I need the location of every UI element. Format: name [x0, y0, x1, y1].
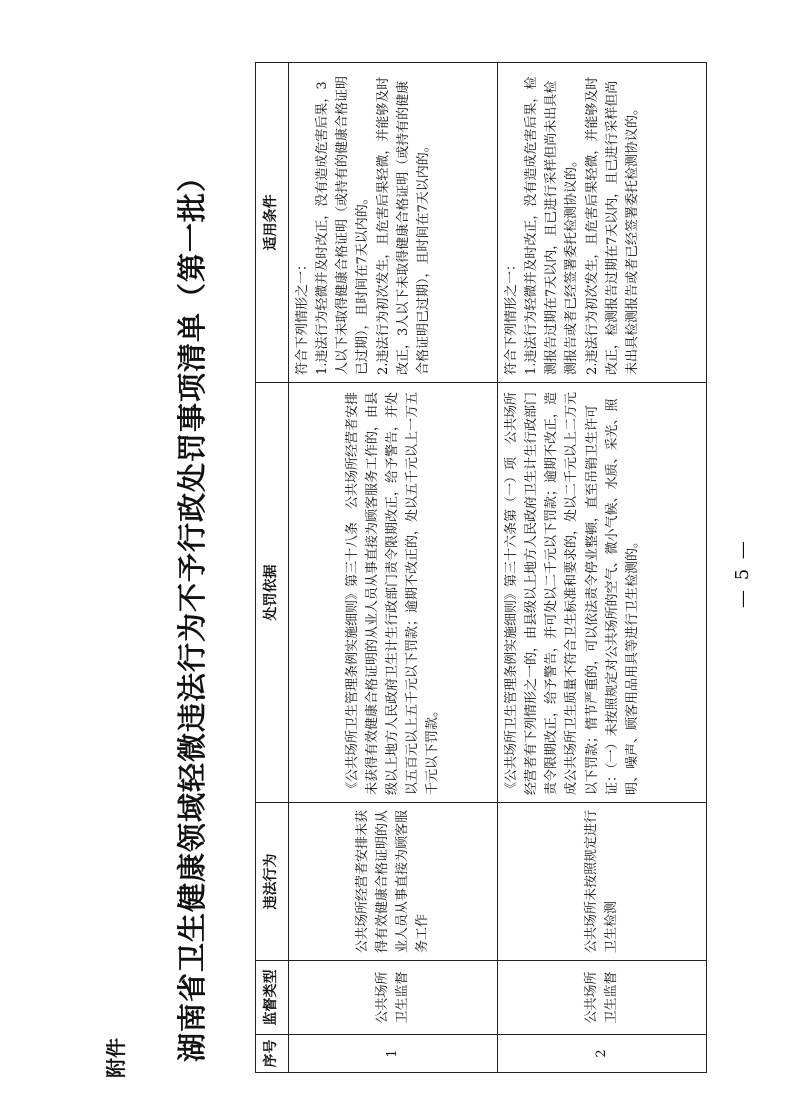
row-violation: 公共场所经营者安排未获得有效健康合格证明的从业人员从事直接为顾客服务工作 — [289, 803, 498, 961]
row-supervision-type: 公共场所卫生监督 — [498, 961, 707, 1035]
row-violation: 公共场所未按照规定进行卫生检测 — [498, 803, 707, 961]
row-seq: 1 — [289, 1035, 498, 1073]
table-row — [289, 63, 498, 1073]
table-row — [498, 63, 707, 1073]
row-applicable-conditions: 符合下列情形之一： 1.违法行为轻微并及时改正，没有造成危害后果，3人以下未取得健康合格证明（或持有的健康合格证明已过期），且时间在7天以内的。 2.违法行为初次发生，且危害后果轻微，并能够及时改正，3人以下未取得健康合格证明（或持有的健康合格证明已过期），且时间在7天以内的。 — [289, 63, 498, 383]
row-applicable-conditions: 符合下列情形之一： 1.违法行为轻微并及时改正，没有造成危害后果，检测报告过期在7天以内，且已进行采样但尚未出具检测报告或者已经签署委托检测协议的。 2.违法行为初次发生，且危害后果轻微，并能够及时改正，检测报告过期在7天以内，且已进行采样但尚未出具检测报告或者已经签署委托检测协议的。 — [498, 63, 707, 383]
penalty-items-table — [255, 62, 707, 1073]
header-supervision-type: 监督类型 — [256, 961, 289, 1035]
page-number: — 5 — — [732, 539, 753, 608]
header-penalty-basis: 处罚依据 — [256, 383, 289, 803]
row-penalty-basis: 《公共场所卫生管理条例实施细则》第三十六条第（一）项 公共场所经营者有下列情形之一的，由县级以上地方人民政府卫生计生行政部门责令限期改正，给予警告，并可处以二千元以下罚款；逾期不改正，造成公共场所卫生质量不符合卫生标准和要求的，处以二千元以上二万元以下罚款；情节严重的，可以依法责令停业整顿，直至吊销卫生许可证：（一）未按照规定对公共场所的空气、微小气候、水质、采光、照明、噪声、顾客用品用具等进行卫生检测的。 — [498, 383, 707, 803]
table-header-row — [256, 63, 289, 1073]
document-title: 湖南省卫生健康领域轻微违法行为不予行政处罚事项清单（第一批） — [175, 161, 209, 1062]
row-supervision-type: 公共场所卫生监督 — [289, 961, 498, 1035]
header-applicable-conditions: 适用条件 — [256, 63, 289, 383]
header-violation: 违法行为 — [256, 803, 289, 961]
header-seq: 序号 — [256, 1035, 289, 1073]
row-seq: 2 — [498, 1035, 707, 1073]
row-penalty-basis: 《公共场所卫生管理条例实施细则》第三十八条 公共场所经营者安排未获得有效健康合格证明的从业人员从事直接为顾客服务工作的，由县级以上地方人民政府卫生计生行政部门责令限期改正，给予警告，并处以五百元以上五千元以下罚款；逾期不改正的，处以五千元以上一万五千元以下罚款。 — [289, 383, 498, 803]
attachment-label: 附件 — [104, 1038, 128, 1078]
